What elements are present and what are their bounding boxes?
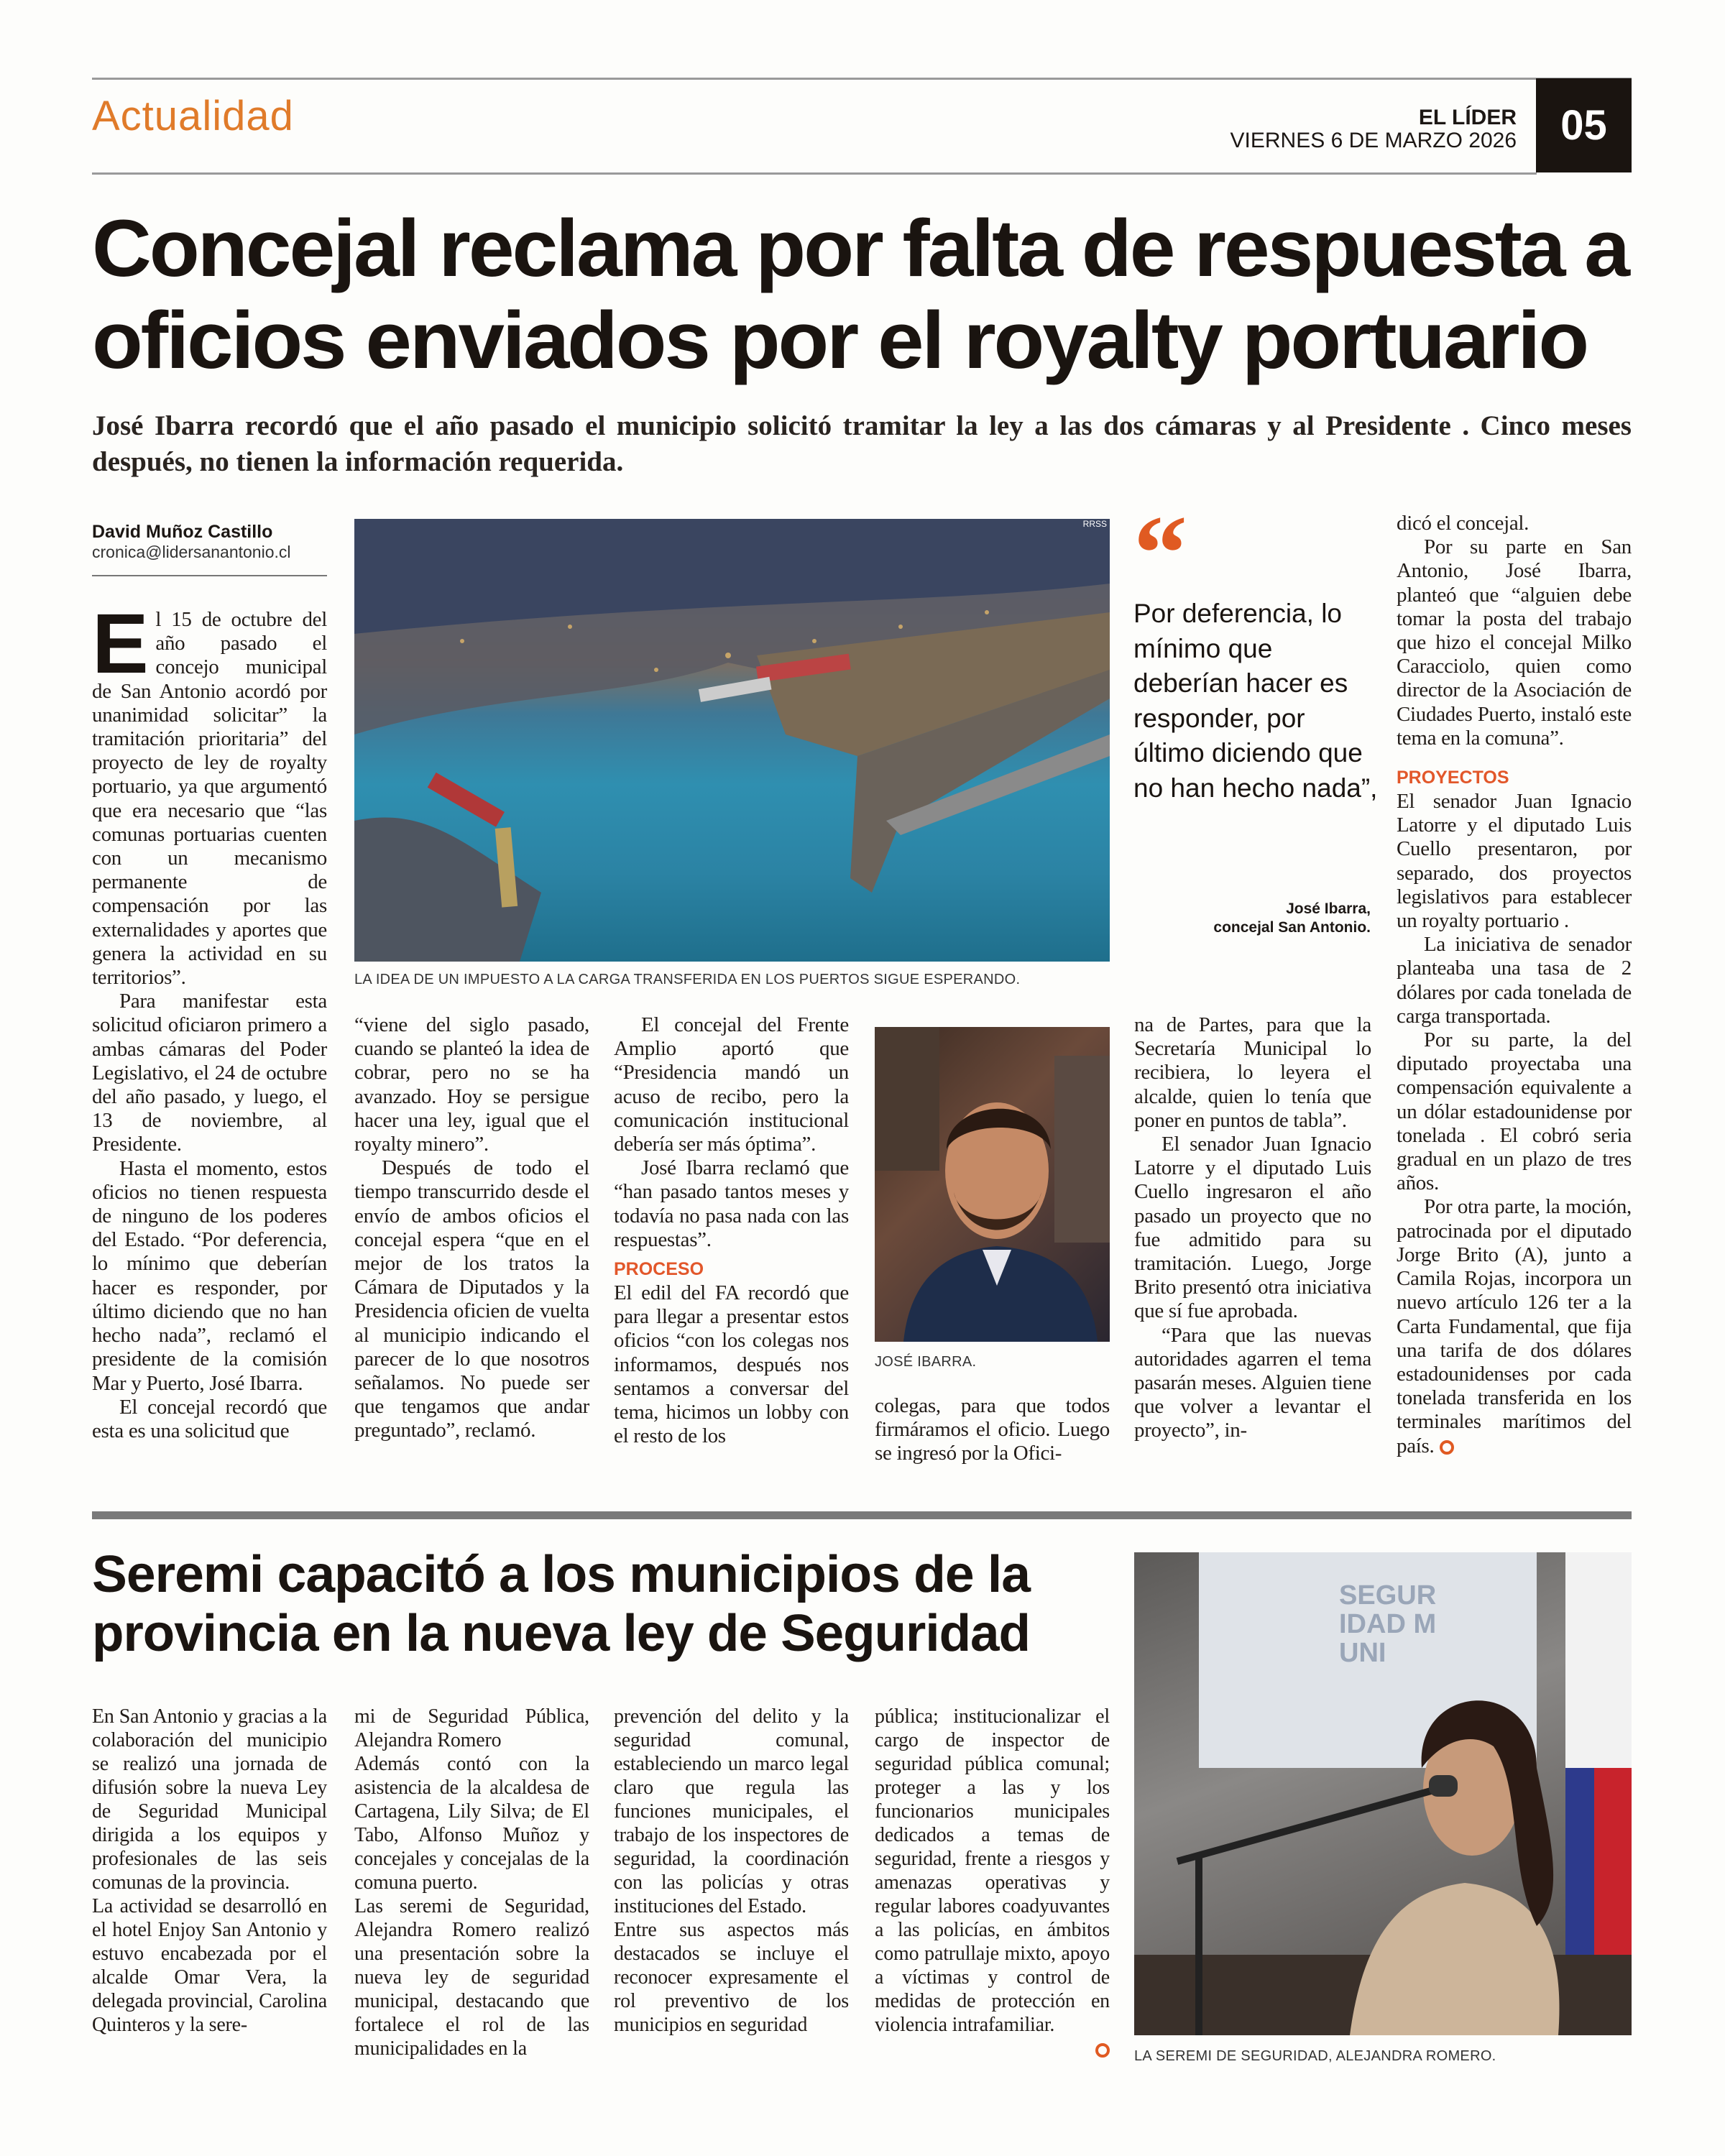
paragraph: Hasta el momento, estos oficios no tienen respuesta de ninguno de los poderes del Estado. “Por deferencia, lo mínimo que deberían hacer es responder, por último diciendo que no han hecho nada”, reclamó el presidente de la comisión Mar y Puerto, José Ibarra. — [92, 1156, 327, 1395]
paragraph: Para manifestar esta solicitud oficiaron primero a ambas cámaras del Poder Legislativo, el 24 de octubre del año pasado, y luego, el 13 de noviembre, al Presidente. — [92, 990, 327, 1156]
paragraph: l 15 de octubre del año pasado el concejo municipal de San Antonio acordó por unanimidad solicitar” la tramitación prioritaria” del proyecto de ley de royalty portuario, ya que argumentó que era necesario que “las comunas portuarias cuenten con un mecanismo permanente de compensación por las externalidades y aportes que genera la actividad en su territorios”. — [92, 608, 327, 990]
pull-quote — [1133, 494, 1381, 806]
port-illustration — [354, 519, 1110, 962]
photo-credit: RRSS — [1082, 519, 1107, 529]
top-rule — [92, 78, 1632, 80]
headline-line-2: oficios enviados por el royalty portuario — [92, 295, 1587, 385]
port-aerial-photo — [354, 519, 1110, 962]
paragraph: La actividad se desarrolló en el hotel Enjoy San Antonio y estuvo encabezada por el alcalde Omar Vera, la delegada provincial, Carolina Quinteros y la sere- — [92, 1895, 327, 2036]
article2-column-1 — [92, 1705, 327, 2037]
paragraph: Por su parte en San Antonio, José Ibarra, planteó que “alguien debe tomar la posta del trabajo que hizo el concejal Milko Caracciolo, quien como director de la Asociación de Ciudades Puerto, instaló este tema en la comuna”. — [1397, 535, 1632, 750]
article-column-5 — [1397, 512, 1632, 1458]
quote-author: José Ibarra, — [1286, 900, 1371, 917]
end-mark-icon — [1095, 2043, 1110, 2058]
article2-column-4 — [875, 1705, 1110, 2060]
portrait-caption: JOSÉ IBARRA. — [875, 1354, 977, 1370]
paragraph: “Para que las nuevas autoridades agarren el tema pasarán meses. Alguien tiene que volver a levantar el proyecto”, in- — [1134, 1323, 1371, 1442]
paragraph: El senador Juan Ignacio Latorre y el diputado Luis Cuello presentaron, por separado, dos proyectos legislativos para establecer un royalty portuario . — [1397, 790, 1632, 933]
author-name: David Muñoz Castillo — [92, 522, 273, 542]
article-column-3 — [614, 1013, 849, 1448]
article-column-1 — [92, 596, 327, 1443]
headline2-line-2: provincia en la nueva ley de Seguridad — [92, 1605, 1030, 1662]
masthead — [1230, 106, 1517, 152]
article2-column-2 — [354, 1705, 589, 2060]
header-rule — [92, 172, 1537, 175]
paragraph: colegas, para que todos firmáramos el oficio. Luego se ingresó por la Ofici- — [875, 1394, 1110, 1465]
subhead-proceso: PROCESO — [614, 1259, 704, 1280]
end-mark-icon — [1440, 1440, 1454, 1455]
portrait-photo — [875, 1027, 1110, 1342]
paragraph: dicó el concejal. — [1397, 512, 1530, 535]
paragraph: Por otra parte, la moción, patrocinada por el diputado Jorge Brito (A), junto a Camila Rojas, incorpora un nuevo artículo 126 ter a la Carta Fundamental, que fija una tarifa de dos dólares estadounidenses por cada tonelada transferida en los terminales marítimos del país. — [1397, 1195, 1632, 1457]
seremi-photo-caption: LA SEREMI DE SEGURIDAD, ALEJANDRA ROMERO. — [1134, 2048, 1496, 2064]
screen-text: SEGURIDAD MUNI — [1339, 1580, 1437, 1668]
drop-cap: E — [92, 596, 149, 691]
byline-rule — [92, 575, 327, 576]
paragraph: “viene del siglo pasado, cuando se planteó la idea de cobrar, pero no se ha avanzado. Hoy se persigue hacer una ley, igual que el royalty minero”. — [354, 1013, 589, 1156]
headline2-line-1: Seremi capacitó a los municipios de la — [92, 1546, 1031, 1603]
section-label: Actualidad — [92, 93, 294, 139]
paper-name: EL LÍDER — [1418, 106, 1517, 129]
quote-attribution — [1133, 900, 1371, 937]
author-email[interactable]: cronica@lidersanantonio.cl — [92, 543, 291, 561]
paragraph: mi de Seguridad Pública, Alejandra Romero — [354, 1705, 589, 1751]
paragraph: José Ibarra reclamó que “han pasado tantos meses y todavía no pasa nada con las respuestas”. — [614, 1156, 849, 1251]
byline — [92, 522, 291, 562]
paragraph: El senador Juan Ignacio Latorre y el diputado Luis Cuello ingresaron el año pasado un proyecto que no fue admitido para su tramitación. Luego, Jorge Brito presentó otra iniciativa que sí fue aprobada. — [1134, 1133, 1371, 1323]
quote-text: Por deferencia, lo mínimo que deberían hacer es responder, por último diciendo que no han hecho nada”, — [1133, 599, 1378, 803]
quote-mark-icon: “ — [1133, 494, 1177, 613]
article-column-3-continued — [875, 1394, 1110, 1466]
paragraph: Entre sus aspectos más destacados se incluye el reconocer expresamente el rol preventivo de los municipios en seguridad — [614, 1919, 849, 2036]
article2-column-3 — [614, 1705, 849, 2037]
photo-caption: LA IDEA DE UN IMPUESTO A LA CARGA TRANSFERIDA EN LOS PUERTOS SIGUE ESPERANDO. — [354, 972, 1021, 987]
paragraph: pública; institucionalizar el cargo de inspector de seguridad pública comunal; proteger a las y los funcionarios municipales dedicados a temas de seguridad, frente a riesgos y amenazas operativas y regular labores coadyuvantes a las policías, en ámbitos como patrullaje mixto, apoyo a víctimas y control de medidas de protección en violencia intrafamiliar. — [875, 1705, 1110, 2036]
section-divider — [92, 1511, 1632, 1519]
issue-date: VIERNES 6 DE MARZO 2026 — [1230, 129, 1517, 152]
paragraph: Las seremi de Seguridad, Alejandra Romero realizó una presentación sobre la nueva ley de seguridad municipal, destacando que fortalece el rol de las municipalidades en la — [354, 1895, 589, 2060]
headline-line-1: Concejal reclama por falta de respuesta a — [92, 203, 1628, 293]
paragraph: Además contó con la asistencia de la alcaldesa de Cartagena, Lily Silva; de El Tabo, Alfonso Muñoz y concejales y concejalas de la comuna puerto. — [354, 1753, 589, 1894]
paragraph: Por su parte, la del diputado proyectaba una compensación equivalente a un dólar estadounidense por tonelada . El cobró seria gradual en un plazo de tres años. — [1397, 1028, 1632, 1195]
article-deck: José Ibarra recordó que el año pasado el municipio solicitó tramitar la ley a las dos cámaras y al Presidente . Cinco meses después, no tienen la información requerida. — [92, 410, 1632, 477]
paragraph: El concejal del Frente Amplio aportó que “Presidencia mandó un acuso de recibo, pero la comunicación institucional debería ser más óptima”. — [614, 1013, 849, 1156]
subhead-proyectos: PROYECTOS — [1397, 768, 1509, 788]
paragraph: En San Antonio y gracias a la colaboración del municipio se realizó una jornada de difusión sobre la nueva Ley de Seguridad Municipal dirigida a los equipos y profesionales de las seis comunas de la provincia. — [92, 1705, 327, 1894]
paragraph: na de Partes, para que la Secretaría Municipal lo recibiera, lo leyera el alcalde, quien lo tenía que poner en puntos de tabla”. — [1134, 1013, 1371, 1132]
paragraph: El edil del FA recordó que para llegar a presentar estos oficios “con los colegas nos informamos, después nos sentamos a conversar del tema, hicimos un lobby con el resto de los — [614, 1281, 849, 1448]
quote-role: concejal San Antonio. — [1213, 919, 1371, 936]
portrait-illustration — [875, 1027, 1110, 1342]
paragraph: prevención del delito y la seguridad comunal, estableciendo un marco legal claro que regula las funciones municipales, el trabajo de los inspectores de seguridad, la coordinación con las policías y otras instituciones del Estado. — [614, 1705, 849, 1917]
article-column-4 — [1134, 1013, 1371, 1443]
paragraph: El concejal recordó que esta es una solicitud que — [92, 1395, 327, 1442]
seremi-photo — [1134, 1552, 1632, 2035]
paragraph: Después de todo el tiempo transcurrido desde el envío de ambos oficios el concejal espera “que en el mejor de los tratos la Cámara de Diputados y la Presidencia oficien de vuelta al municipio indicando el parecer de lo que nosotros señalamos. No puede ser que tengamos que andar preguntado”, reclamó. — [354, 1156, 589, 1442]
paragraph: La iniciativa de senador planteaba una tasa de 2 dólares por cada tonelada de carga transportada. — [1397, 933, 1632, 1028]
page-number: 05 — [1536, 78, 1632, 172]
article-column-2 — [354, 1013, 589, 1443]
